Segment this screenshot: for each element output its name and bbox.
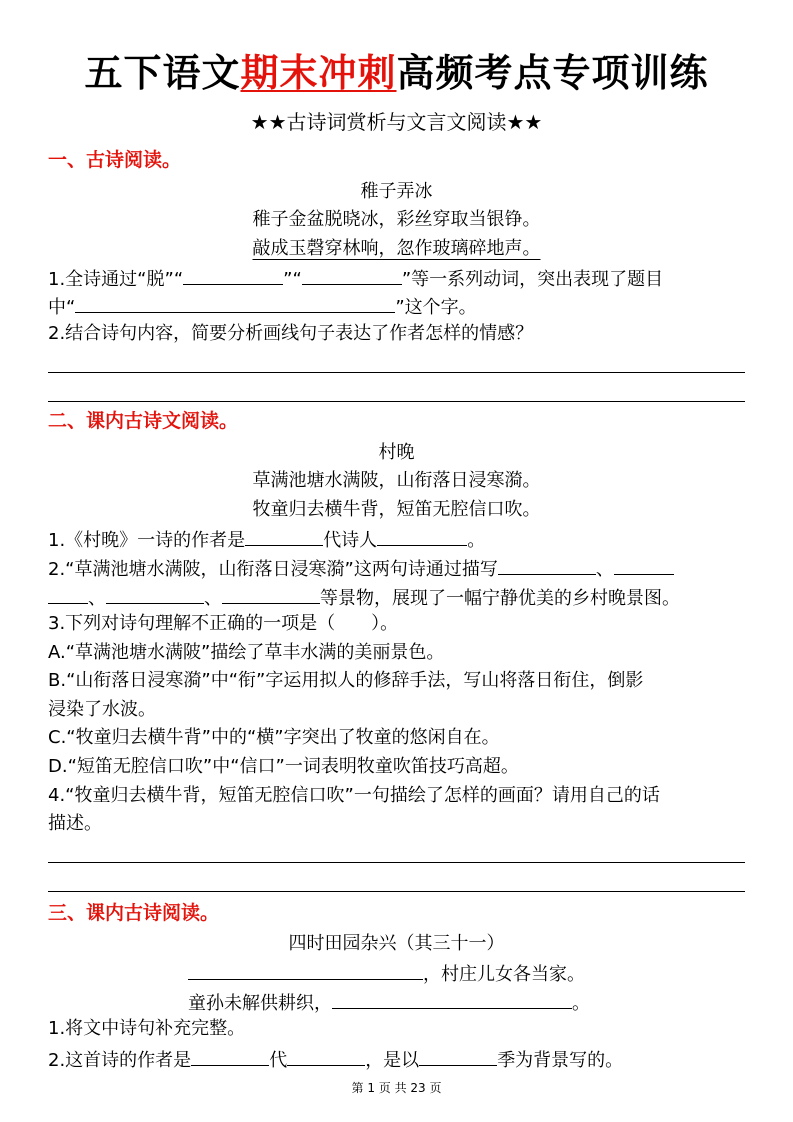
option-c: C.“牧童归去横牛背”中的“横”字突出了牧童的悠闲自在。 [48, 727, 500, 748]
answer-blank[interactable] [287, 1045, 365, 1066]
section3-poem-line1 [188, 959, 747, 988]
q-text: 代 [269, 1050, 288, 1071]
answer-blank[interactable] [75, 292, 395, 313]
q-text: 童孙未解供耕织， [188, 993, 332, 1014]
answer-blank[interactable] [332, 988, 572, 1009]
answer-blank[interactable] [245, 525, 323, 546]
answer-line[interactable] [48, 401, 745, 402]
section1-question1-line1 [48, 264, 747, 293]
q-text: 2.“草满池塘水满陂，山衔落日浸寒漪”这两句诗通过描写 [48, 559, 498, 580]
section2-poem-title: 村晚 [378, 442, 415, 463]
title-highlight: 期末冲刺 [240, 51, 397, 95]
answer-blank[interactable] [498, 554, 596, 575]
answer-blank[interactable] [377, 525, 467, 546]
q-text: 代诗人 [323, 530, 378, 551]
section3-question2 [48, 1045, 747, 1074]
underlined-verse: 敲成玉磬穿林响，忽作玻璃碎地声。 [252, 238, 541, 259]
section1-heading: 一、古诗阅读。 [48, 149, 182, 171]
page-subtitle: ★★古诗词赏析与文言文阅读★★ [250, 110, 543, 134]
section2-question3: 3.下列对诗句理解不正确的一项是（ ）。 [48, 613, 399, 634]
section1-poem-line1: 稚子金盆脱晓冰，彩丝穿取当银铮。 [252, 209, 541, 230]
section1-question1-line2 [48, 292, 747, 321]
q-text: ”等一系列动词，突出表现了题目 [401, 269, 664, 290]
section3-heading: 三、课内古诗阅读。 [48, 902, 220, 924]
q-text: 、 [88, 588, 106, 609]
title-prefix: 五下语文 [84, 51, 241, 95]
answer-line[interactable] [48, 891, 745, 892]
section2-question2-line2 [48, 583, 747, 612]
answer-blank[interactable] [419, 1045, 497, 1066]
answer-blank[interactable] [302, 264, 402, 285]
answer-blank[interactable] [48, 583, 88, 604]
q-text: 2.这首诗的作者是 [48, 1050, 192, 1071]
q-text: 。 [467, 530, 486, 551]
option-a: A.“草满池塘水满陂”描绘了草丰水满的美丽景色。 [48, 642, 445, 663]
q-text: 、 [595, 559, 614, 580]
section1-poem-line2 [0, 236, 793, 262]
option-b-line2: 浸染了水波。 [48, 699, 156, 720]
section2-question2-line1 [48, 554, 747, 583]
answer-blank[interactable] [106, 583, 204, 604]
section2-question4-line2: 描述。 [48, 813, 102, 834]
q-text: ”“ [283, 269, 302, 290]
answer-blank[interactable] [614, 554, 674, 575]
q-text: ”这个字。 [395, 297, 477, 318]
q-text: 。 [572, 993, 590, 1014]
section2-poem-line1: 草满池塘水满陂，山衔落日浸寒漪。 [252, 470, 541, 491]
section1-question2: 2.结合诗句内容，简要分析画线句子表达了作者怎样的情感？ [48, 323, 534, 344]
option-d: D.“短笛无腔信口吹”中“信口”一词表明牧童吹笛技巧高超。 [48, 756, 519, 777]
page-footer: 第 1 页 共 23 页 [351, 1081, 442, 1095]
answer-line[interactable] [48, 372, 745, 373]
section3-poem-line2 [188, 988, 747, 1017]
q-text: 1.全诗通过“脱”“ [48, 269, 184, 290]
answer-blank[interactable] [183, 264, 283, 285]
section2-question1 [48, 525, 747, 554]
section3-poem-title: 四时田园杂兴（其三十一） [288, 933, 505, 954]
section2-question4-line1: 4.“牧童归去横牛背，短笛无腔信口吹”一句描绘了怎样的画面？请用自己的话 [48, 785, 660, 806]
section3-question1: 1.将文中诗句补充完整。 [48, 1018, 246, 1039]
page-title [0, 50, 793, 96]
section2-poem-line2: 牧童归去横牛背，短笛无腔信口吹。 [252, 499, 541, 520]
title-suffix: 高频考点专项训练 [396, 51, 709, 95]
section1-poem-title: 稚子弄冰 [360, 181, 433, 202]
answer-line[interactable] [48, 862, 745, 863]
q-text: 1.《村晚》一诗的作者是 [48, 530, 246, 551]
q-text: ，村庄儿女各当家。 [423, 964, 585, 985]
q-text: 等景物，展现了一幅宁静优美的乡村晚景图。 [320, 588, 680, 609]
answer-blank[interactable] [191, 1045, 269, 1066]
section2-heading: 二、课内古诗文阅读。 [48, 410, 239, 432]
q-text: ，是以 [365, 1050, 420, 1071]
answer-blank[interactable] [222, 583, 320, 604]
answer-blank[interactable] [188, 959, 423, 980]
option-b-line1: B.“山衔落日浸寒漪”中“衔”字运用拟人的修辞手法，写山将落日衔住，倒影 [48, 670, 644, 691]
q-text: 季为背景写的。 [497, 1050, 624, 1071]
q-text: 、 [204, 588, 222, 609]
q-text: 中“ [48, 297, 76, 318]
